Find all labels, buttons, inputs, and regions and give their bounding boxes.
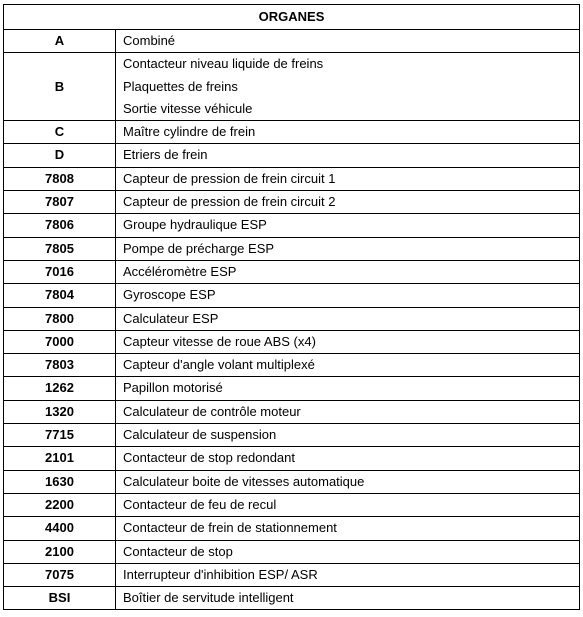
organ-code: 7806 (4, 214, 116, 237)
table-row (4, 400, 580, 423)
organ-code: 7800 (4, 307, 116, 330)
table-row (4, 144, 580, 167)
organ-description-line: Capteur de pression de frein circuit 2 (123, 194, 336, 210)
organ-description (116, 587, 580, 610)
organ-description (116, 30, 580, 53)
table-row (4, 330, 580, 353)
organ-code: 2200 (4, 493, 116, 516)
organ-description-line: Capteur d'angle volant multiplexé (123, 357, 315, 373)
organ-description-line: Contacteur de feu de recul (123, 496, 277, 512)
table-body (4, 30, 580, 610)
organ-description-line: Papillon motorisé (123, 380, 223, 396)
organ-description-line: Contacteur de frein de stationnement (123, 520, 337, 536)
organ-code: 7715 (4, 424, 116, 447)
table-row (4, 191, 580, 214)
organ-description-line: Boîtier de servitude intelligent (123, 590, 294, 606)
organ-code: 1262 (4, 377, 116, 400)
organ-description (116, 307, 580, 330)
organ-description (116, 284, 580, 307)
table-row (4, 53, 580, 121)
organ-description (116, 53, 580, 121)
table-row (4, 587, 580, 610)
table-row (4, 354, 580, 377)
table-row (4, 30, 580, 53)
organ-description-line: Interrupteur d'inhibition ESP/ ASR (123, 566, 318, 582)
table-row (4, 377, 580, 400)
organ-code: 2100 (4, 540, 116, 563)
table-row (4, 237, 580, 260)
organ-description (116, 377, 580, 400)
organ-code: 7803 (4, 354, 116, 377)
organ-code: 7807 (4, 191, 116, 214)
organ-description-line: Accéléromètre ESP (123, 263, 237, 279)
organ-code: 7808 (4, 167, 116, 190)
organ-code: D (4, 144, 116, 167)
organ-description-line: Contacteur de stop (123, 543, 233, 559)
organ-code: 1320 (4, 400, 116, 423)
organ-description-line: Calculateur boite de vitesses automatique (123, 473, 365, 489)
organ-description-line: Contacteur niveau liquide de freins (123, 56, 324, 72)
organ-description (116, 191, 580, 214)
organ-code: 7016 (4, 260, 116, 283)
organ-description-line: Contacteur de stop redondant (123, 450, 296, 466)
organ-description-line: Combiné (123, 33, 176, 48)
organ-code: 7075 (4, 563, 116, 586)
organ-description-line: Calculateur ESP (123, 310, 219, 326)
table-row (4, 424, 580, 447)
organ-description (116, 260, 580, 283)
organ-description-line: Gyroscope ESP (123, 287, 216, 303)
organ-description-line: Pompe de précharge ESP (123, 240, 275, 256)
table-row (4, 470, 580, 493)
organ-description-line: Capteur vitesse de roue ABS (x4) (123, 333, 316, 349)
organ-code: 2101 (4, 447, 116, 470)
table-header-row (4, 5, 580, 30)
table-row (4, 260, 580, 283)
organ-description (116, 167, 580, 190)
organ-description (116, 563, 580, 586)
organ-code: BSI (4, 587, 116, 610)
organ-description (116, 121, 580, 144)
organ-description-line: Maître cylindre de frein (123, 124, 256, 140)
organ-description (116, 470, 580, 493)
organ-description (116, 144, 580, 167)
organ-code: 7804 (4, 284, 116, 307)
organ-description (116, 493, 580, 516)
organes-table (3, 4, 580, 610)
organ-description (116, 540, 580, 563)
organ-code: 1630 (4, 470, 116, 493)
table-row (4, 447, 580, 470)
organ-description-line: Sortie vitesse véhicule (123, 100, 253, 116)
organ-description-line: Calculateur de contrôle moteur (123, 403, 301, 419)
table-row (4, 121, 580, 144)
organ-description (116, 447, 580, 470)
organ-description (116, 354, 580, 377)
organ-description (116, 237, 580, 260)
table-row (4, 167, 580, 190)
organ-code: C (4, 121, 116, 144)
table-row (4, 517, 580, 540)
table-header: ORGANES (4, 5, 580, 30)
table-row (4, 284, 580, 307)
table-row (4, 540, 580, 563)
organ-description-line: Etriers de frein (123, 147, 208, 163)
organ-code: 4400 (4, 517, 116, 540)
table-row (4, 307, 580, 330)
organ-description-line: Plaquettes de freins (123, 78, 238, 94)
table-row (4, 563, 580, 586)
organ-description (116, 214, 580, 237)
organ-description (116, 424, 580, 447)
organ-description (116, 517, 580, 540)
organ-code: 7000 (4, 330, 116, 353)
organ-description-line: Groupe hydraulique ESP (123, 217, 267, 233)
organ-description-line: Calculateur de suspension (123, 427, 277, 443)
organ-description-line: Capteur de pression de frein circuit 1 (123, 170, 336, 186)
table-row (4, 493, 580, 516)
organ-code: 7805 (4, 237, 116, 260)
organ-description (116, 330, 580, 353)
organ-code: A (4, 30, 116, 53)
organ-code: B (4, 53, 116, 121)
organ-description (116, 400, 580, 423)
table-row (4, 214, 580, 237)
